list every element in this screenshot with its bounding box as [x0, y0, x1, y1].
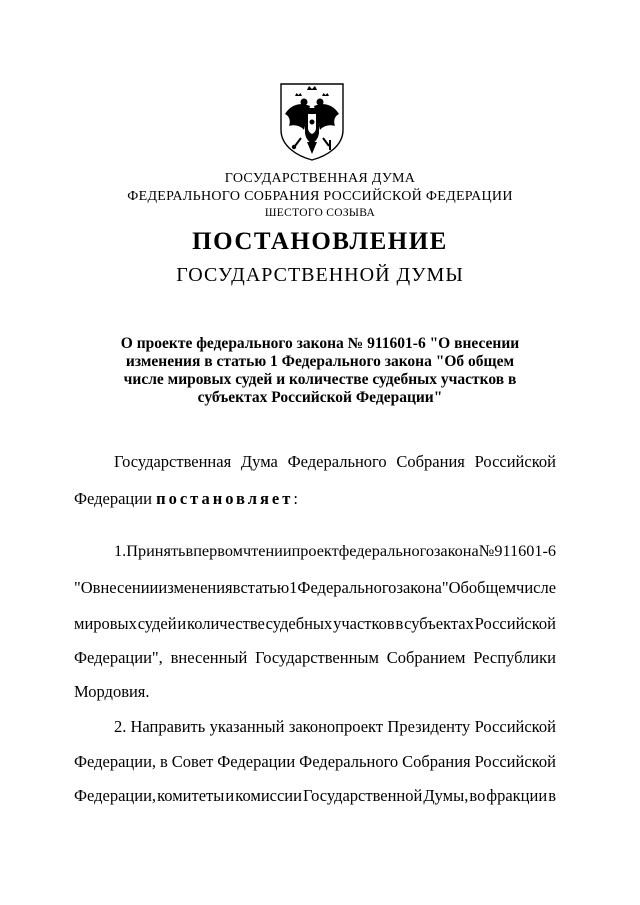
item2-line — [114, 717, 556, 737]
document-subject — [0, 335, 640, 407]
item1-word: Республики — [473, 648, 556, 667]
preamble-line — [74, 489, 556, 509]
item2-word: указанный — [209, 717, 285, 736]
item1-line: мировых судей и количестве судебных участков в субъектах Российской — [74, 614, 556, 633]
item2-word: Президенту — [387, 717, 471, 736]
coat-of-arms-icon — [277, 80, 347, 162]
preamble-line — [114, 452, 556, 472]
preamble-resolves: постановляет — [156, 489, 294, 508]
item1-line — [74, 648, 556, 668]
preamble-word: Собрания — [396, 452, 465, 471]
item1-line: "О внесении изменения в статью 1 Федерального закона "Об общем числе — [74, 578, 557, 597]
item1-word: Государственным — [255, 648, 379, 667]
item1-word: Собранием — [386, 648, 466, 667]
header-assembly: ФЕДЕРАЛЬНОГО СОБРАНИЯ РОССИЙСКОЙ ФЕДЕРАЦИИ — [127, 189, 513, 204]
header-duma: ГОСУДАРСТВЕННАЯ ДУМА — [224, 171, 416, 186]
subject-line: О проекте федерального закона № 911601-6 "О внесении — [120, 335, 520, 352]
item1-word: внесенный — [170, 648, 248, 667]
item1-line: Мордовия. — [74, 682, 150, 701]
document-title: ПОСТАНОВЛЕНИЕ — [192, 228, 448, 255]
preamble-word: Государственная — [114, 452, 232, 471]
item2-line: Федерации, комитеты и комиссии Государственной Думы, во фракции в — [74, 786, 556, 805]
document-subtitle: ГОСУДАРСТВЕННОЙ ДУМЫ — [176, 264, 464, 286]
item2-line: Федерации, в Совет Федерации Федерального Собрания Российской — [74, 752, 556, 771]
item1-line: 1. Принять в первом чтении проект федерального закона № 911601-6 — [114, 542, 556, 560]
preamble-word: Федерального — [287, 452, 387, 471]
preamble-colon: : — [293, 489, 298, 508]
preamble-text: Федерации — [74, 489, 152, 508]
item1-word: Федерации", — [74, 648, 163, 667]
preamble-word: Российской — [474, 452, 556, 471]
subject-line: субъектах Российской Федерации" — [197, 389, 443, 406]
subject-line: изменения в статью 1 Федерального закона "Об общем — [125, 353, 515, 370]
item2-word: Российской — [474, 717, 556, 736]
header-convocation: ШЕСТОГО СОЗЫВА — [264, 207, 376, 219]
item2-word: 2. Направить — [114, 717, 206, 736]
preamble-word: Дума — [240, 452, 278, 471]
item2-word: законопроект — [288, 717, 384, 736]
subject-line: числе мировых судей и количестве судебных участков в — [123, 371, 517, 388]
